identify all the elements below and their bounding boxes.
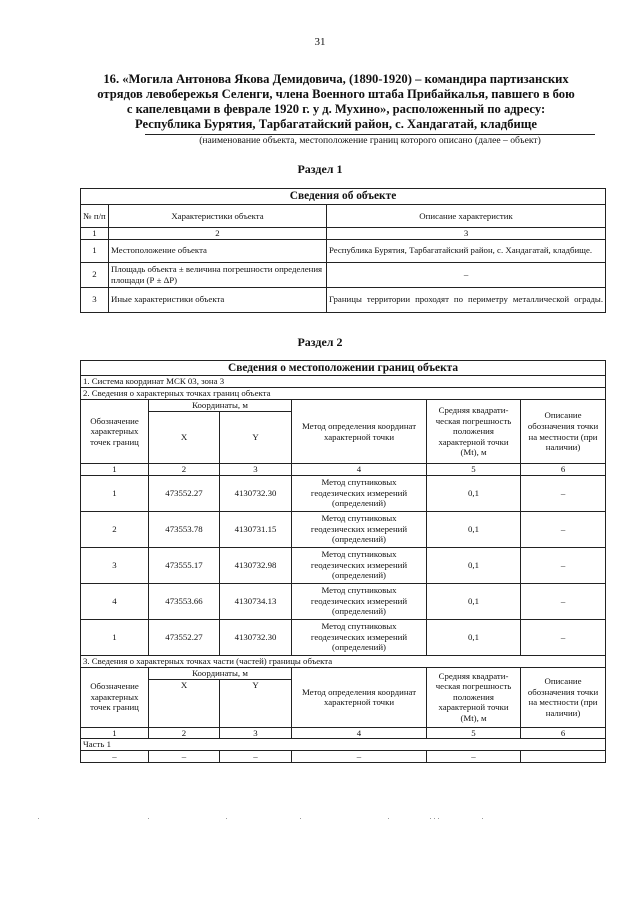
point-description: – bbox=[521, 619, 606, 655]
point-y: 4130732.30 bbox=[220, 619, 292, 655]
point-error: 0,1 bbox=[427, 583, 521, 619]
col-header-designation: Обозначение характерных точек границ bbox=[81, 400, 149, 464]
row-number: 1 bbox=[81, 239, 109, 262]
page-number: 31 bbox=[314, 36, 326, 48]
point-method: Метод спутниковых геодезических измерений (определений) bbox=[292, 547, 427, 583]
row-characteristic: Местоположение объекта bbox=[109, 239, 327, 262]
point-id: 4 bbox=[81, 583, 149, 619]
col-header-coordinates: Координаты, м bbox=[149, 667, 292, 679]
col-header-point-description: Описание обозначения точки на местности (при наличии) bbox=[521, 667, 606, 727]
title-caption: (наименование объекта, местоположение границ которого описано (далее – объект) bbox=[199, 135, 541, 146]
col-header-error: Средняя квадрати-ческая погрешность положения характерной точки (Mt), м bbox=[427, 400, 521, 464]
object-info-table bbox=[80, 188, 606, 313]
col-header-characteristics: Характеристики объекта bbox=[109, 205, 327, 228]
point-x: 473553.66 bbox=[149, 583, 220, 619]
table-row bbox=[81, 751, 606, 763]
index-cell: 3 bbox=[327, 228, 606, 240]
col-header-number: № п/п bbox=[81, 205, 109, 228]
point-error: 0,1 bbox=[427, 619, 521, 655]
col-header-method: Метод определения координат характерной точки bbox=[292, 667, 427, 727]
boundary-table bbox=[80, 360, 606, 763]
col-header-x: X bbox=[149, 679, 220, 727]
point-method: Метод спутниковых геодезических измерений (определений) bbox=[292, 583, 427, 619]
row-description: – bbox=[327, 262, 606, 287]
row-characteristic: Иные характеристики объекта bbox=[109, 287, 327, 312]
table-row bbox=[81, 619, 606, 655]
part-cell: – bbox=[149, 751, 220, 763]
point-y: 4130734.13 bbox=[220, 583, 292, 619]
table-row bbox=[81, 262, 606, 287]
point-error: 0,1 bbox=[427, 475, 521, 511]
index-cell: 6 bbox=[521, 727, 606, 739]
point-error: 0,1 bbox=[427, 511, 521, 547]
row-number: 3 bbox=[81, 287, 109, 312]
section-2-heading: Раздел 2 bbox=[297, 335, 343, 349]
point-x: 473553.78 bbox=[149, 511, 220, 547]
index-cell: 5 bbox=[427, 464, 521, 476]
boundary-table-title: Сведения о местоположении границ объекта bbox=[81, 361, 606, 376]
point-y: 4130732.98 bbox=[220, 547, 292, 583]
col-header-designation: Обозначение характерных точек границ bbox=[81, 667, 149, 727]
table-row bbox=[81, 547, 606, 583]
part-cell: – bbox=[427, 751, 521, 763]
point-error: 0,1 bbox=[427, 547, 521, 583]
col-header-description: Описание характеристик bbox=[327, 205, 606, 228]
point-description: – bbox=[521, 511, 606, 547]
section-1-heading: Раздел 1 bbox=[297, 162, 343, 176]
index-cell: 4 bbox=[292, 464, 427, 476]
col-header-coordinates: Координаты, м bbox=[149, 400, 292, 412]
col-header-point-description: Описание обозначения точки на местности (при наличии) bbox=[521, 400, 606, 464]
point-method: Метод спутниковых геодезических измерений (определений) bbox=[292, 511, 427, 547]
table-row bbox=[81, 239, 606, 262]
points-section-title: 2. Сведения о характерных точках границ объекта bbox=[81, 388, 606, 400]
index-cell: 1 bbox=[81, 228, 109, 240]
index-cell: 2 bbox=[149, 464, 220, 476]
point-x: 473552.27 bbox=[149, 619, 220, 655]
table-row bbox=[81, 511, 606, 547]
part-label: Часть 1 bbox=[81, 739, 606, 751]
table-row bbox=[81, 475, 606, 511]
row-characteristic: Площадь объекта ± величина погрешности определения площади (Р ± ΔР) bbox=[109, 262, 327, 287]
index-cell: 5 bbox=[427, 727, 521, 739]
point-y: 4130731.15 bbox=[220, 511, 292, 547]
point-description: – bbox=[521, 547, 606, 583]
point-id: 3 bbox=[81, 547, 149, 583]
scan-artifact-dots bbox=[30, 818, 610, 820]
col-header-x: X bbox=[149, 412, 220, 464]
col-header-y: Y bbox=[220, 679, 292, 727]
object-info-table-title: Сведения об объекте bbox=[81, 189, 606, 205]
point-method: Метод спутниковых геодезических измерений (определений) bbox=[292, 475, 427, 511]
point-y: 4130732.30 bbox=[220, 475, 292, 511]
col-header-error: Средняя квадрати-ческая погрешность положения характерной точки (Mt), м bbox=[427, 667, 521, 727]
col-header-method: Метод определения координат характерной точки bbox=[292, 400, 427, 464]
index-cell: 2 bbox=[149, 727, 220, 739]
part-cell: – bbox=[220, 751, 292, 763]
coordinate-system: 1. Система координат МСК 03, зона 3 bbox=[81, 376, 606, 388]
part-cell: – bbox=[81, 751, 149, 763]
index-cell: 1 bbox=[81, 727, 149, 739]
part-cell bbox=[521, 751, 606, 763]
point-id: 1 bbox=[81, 475, 149, 511]
row-number: 2 bbox=[81, 262, 109, 287]
point-description: – bbox=[521, 475, 606, 511]
row-description: Границы территории проходят по периметру металлической ограды. bbox=[327, 287, 606, 312]
index-cell: 3 bbox=[220, 464, 292, 476]
row-description: Республика Бурятия, Тарбагатайский район, с. Хандагатай, кладбище. bbox=[327, 239, 606, 262]
parts-section-title: 3. Сведения о характерных точках части (частей) границы объекта bbox=[81, 655, 606, 667]
index-cell: 6 bbox=[521, 464, 606, 476]
index-cell: 4 bbox=[292, 727, 427, 739]
document-title: 16. «Могила Антонова Якова Демидовича, (1890-1920) – командира партизанских отрядов левобережья Селенги, члена Военного штаба Прибайкалья, павшего в бою с капелевцами в феврале 1920 г. у д. Мухино», расположенный по адресу: Республика Бурятия, Тарбагатайский район, с. Хандагатай, кладбище bbox=[97, 72, 575, 131]
point-x: 473552.27 bbox=[149, 475, 220, 511]
point-id: 1 bbox=[81, 619, 149, 655]
col-header-y: Y bbox=[220, 412, 292, 464]
table-row bbox=[81, 287, 606, 312]
part-cell: – bbox=[292, 751, 427, 763]
index-cell: 2 bbox=[109, 228, 327, 240]
point-x: 473555.17 bbox=[149, 547, 220, 583]
index-cell: 1 bbox=[81, 464, 149, 476]
point-description: – bbox=[521, 583, 606, 619]
index-cell: 3 bbox=[220, 727, 292, 739]
point-method: Метод спутниковых геодезических измерений (определений) bbox=[292, 619, 427, 655]
point-id: 2 bbox=[81, 511, 149, 547]
table-row bbox=[81, 583, 606, 619]
